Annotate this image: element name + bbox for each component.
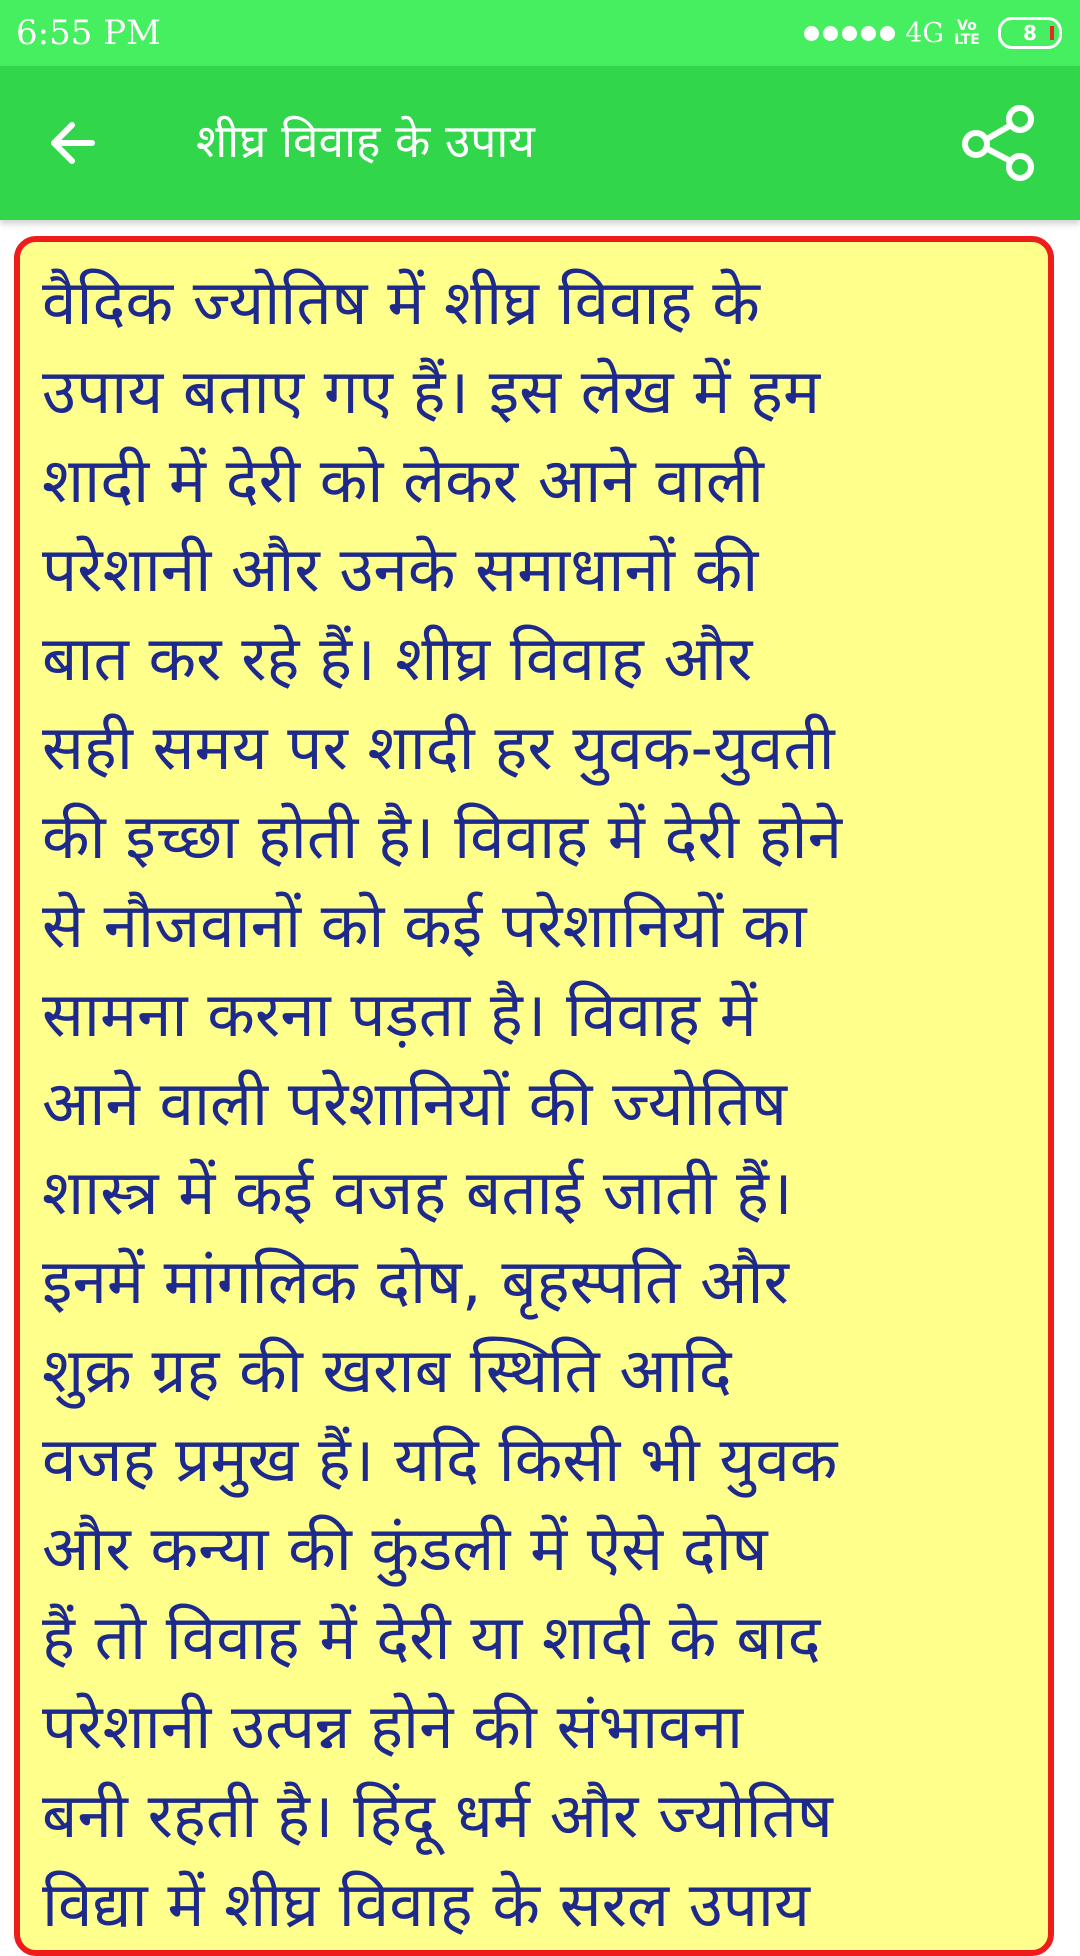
article-line: परेशानी उत्पन्न होने की संभावना [42,1690,744,1763]
app-bar [0,66,1080,220]
battery-level-bar [1050,26,1054,40]
arrow-left-icon [40,108,110,178]
article-line: और कन्या की कुंडली में ऐसे दोष [42,1512,768,1585]
share-button[interactable] [958,102,1040,184]
article-line: वजह प्रमुख हैं। यदि किसी भी युवक [42,1423,838,1496]
article-line: उपाय बताए गए हैं। इस लेख में हम [42,355,821,428]
status-indicators [804,14,1062,52]
page-title: शीघ्र विवाह के उपाय [196,114,535,168]
share-icon [958,102,1040,184]
article-line: इनमें मांगलिक दोष, बृहस्पति और [42,1245,789,1318]
article-line: आने वाली परेशानियों की ज्योतिष [42,1067,787,1140]
article-line: बात कर रहे हैं। शीघ्र विवाह और [42,622,753,695]
signal-strength-icon [804,26,899,41]
article-line: बनी रहती है। हिंदू धर्म और ज्योतिष [42,1779,833,1852]
status-time: 6:55 PM [16,13,161,53]
article-text [20,242,1048,1949]
battery-icon [998,17,1062,49]
article-line: विद्या में शीघ्र विवाह के सरल उपाय [42,1868,810,1941]
volte-icon: Vo LTE [954,18,980,48]
article-line: हैं तो विवाह में देरी या शादी के बाद [42,1601,821,1674]
article-line: शास्त्र में कई वजह बताई जाती हैं। [42,1156,793,1229]
back-button[interactable] [40,108,110,178]
article-line: शुक्र ग्रह की खराब स्थिति आदि [42,1334,732,1407]
article-line: सही समय पर शादी हर युवक-युवती [42,711,835,784]
article-card [14,236,1054,1956]
network-type: 4G [905,17,944,49]
article-line: परेशानी और उनके समाधानों की [42,533,759,606]
battery-level-text: 8 [1023,21,1037,45]
article-line: की इच्छा होती है। विवाह में देरी होने [42,800,842,873]
article-line: सामना करना पड़ता है। विवाह में [42,978,757,1051]
article-line: से नौजवानों को कई परेशानियों का [42,889,807,962]
article-line: शादी में देरी को लेकर आने वाली [42,444,764,517]
status-bar [0,0,1080,66]
article-line: वैदिक ज्योतिष में शीघ्र विवाह के [42,266,760,339]
